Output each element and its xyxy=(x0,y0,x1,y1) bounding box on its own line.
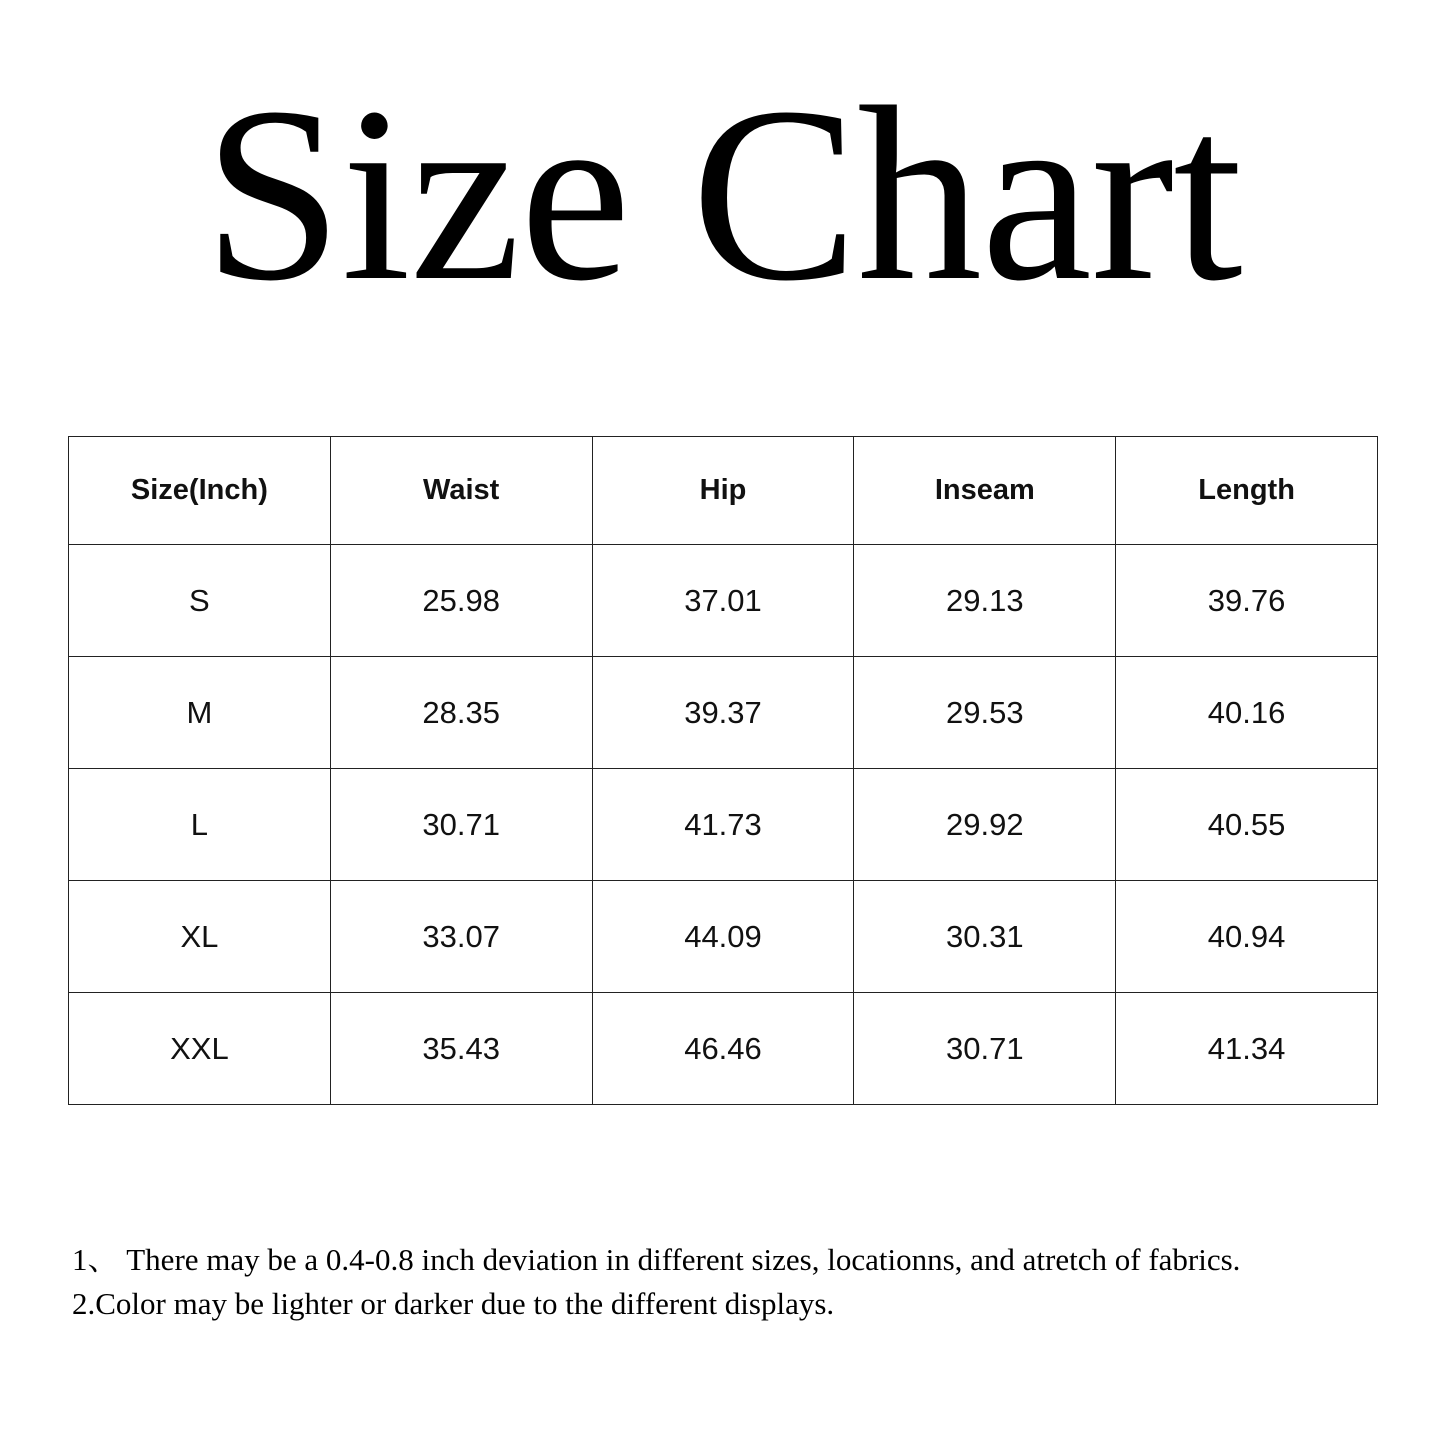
size-table xyxy=(68,436,1378,1105)
column-header-inseam: Inseam xyxy=(854,437,1116,545)
cell-hip: 39.37 xyxy=(592,657,854,769)
table-row xyxy=(69,881,1378,993)
cell-size: XXL xyxy=(69,993,331,1105)
cell-length: 40.16 xyxy=(1116,657,1378,769)
cell-waist: 33.07 xyxy=(330,881,592,993)
cell-waist: 25.98 xyxy=(330,545,592,657)
cell-size: S xyxy=(69,545,331,657)
cell-hip: 46.46 xyxy=(592,993,854,1105)
table-header xyxy=(69,437,1378,545)
cell-waist: 30.71 xyxy=(330,769,592,881)
table-row xyxy=(69,657,1378,769)
cell-length: 41.34 xyxy=(1116,993,1378,1105)
cell-length: 40.94 xyxy=(1116,881,1378,993)
cell-hip: 44.09 xyxy=(592,881,854,993)
cell-inseam: 29.13 xyxy=(854,545,1116,657)
cell-size: L xyxy=(69,769,331,881)
notes-block xyxy=(72,1238,1392,1326)
cell-size: XL xyxy=(69,881,331,993)
column-header-size: Size(Inch) xyxy=(69,437,331,545)
cell-hip: 41.73 xyxy=(592,769,854,881)
cell-inseam: 30.31 xyxy=(854,881,1116,993)
note-line-2: 2.Color may be lighter or darker due to the different displays. xyxy=(72,1286,835,1322)
cell-waist: 28.35 xyxy=(330,657,592,769)
cell-length: 40.55 xyxy=(1116,769,1378,881)
column-header-length: Length xyxy=(1116,437,1378,545)
cell-inseam: 29.53 xyxy=(854,657,1116,769)
cell-inseam: 29.92 xyxy=(854,769,1116,881)
cell-waist: 35.43 xyxy=(330,993,592,1105)
table-row xyxy=(69,993,1378,1105)
note-line-1: 1、 There may be a 0.4-0.8 inch deviation in different sizes, locationns, and atretch of fabrics. xyxy=(72,1242,1241,1277)
table-header-row xyxy=(69,437,1378,545)
cell-length: 39.76 xyxy=(1116,545,1378,657)
column-header-waist: Waist xyxy=(330,437,592,545)
cell-size: M xyxy=(69,657,331,769)
table-row xyxy=(69,769,1378,881)
table-row xyxy=(69,545,1378,657)
cell-hip: 37.01 xyxy=(592,545,854,657)
cell-inseam: 30.71 xyxy=(854,993,1116,1105)
table-body xyxy=(69,545,1378,1105)
size-table-container xyxy=(68,436,1378,1105)
page-title: Size Chart xyxy=(203,56,1242,333)
column-header-hip: Hip xyxy=(592,437,854,545)
